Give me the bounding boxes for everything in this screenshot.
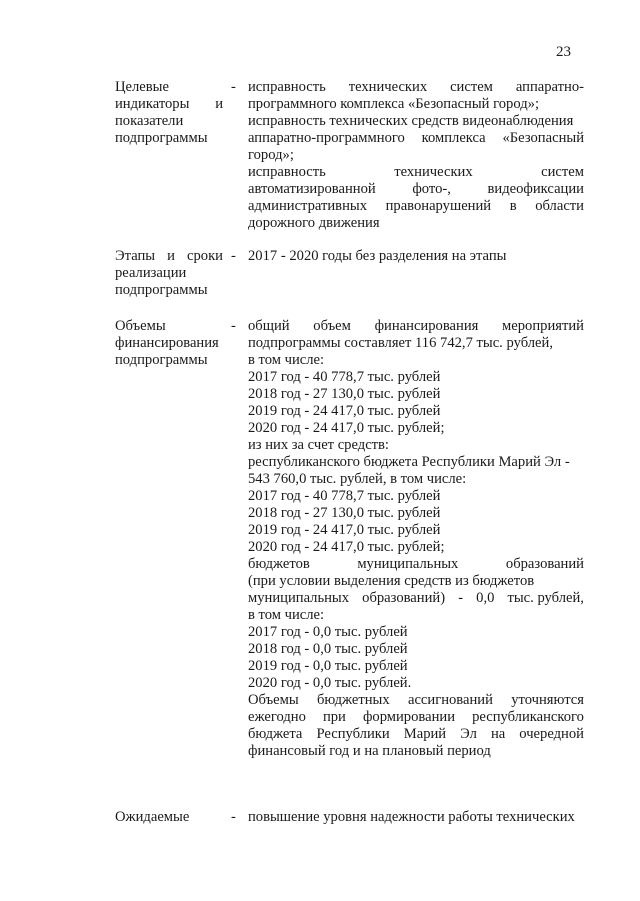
- label-line: Целевые: [115, 79, 169, 95]
- text-word: муниципальных: [357, 556, 459, 572]
- label-line: подпрограммы: [115, 282, 208, 298]
- label-line: показатели: [115, 113, 184, 129]
- text-line: 2019 год - 0,0 тыс. рублей: [248, 658, 408, 674]
- section-label: [115, 318, 225, 369]
- text-line: [248, 709, 584, 726]
- text-line: [248, 318, 584, 335]
- text-word: комплекса: [421, 130, 486, 146]
- text-word: образований): [362, 590, 446, 606]
- label-line: реализации: [115, 265, 187, 281]
- text-line: 2019 год - 24 417,0 тыс. рублей: [248, 522, 441, 538]
- text-line: в том числе:: [248, 352, 325, 368]
- text-word: очередной: [519, 726, 584, 742]
- text-word: автоматизированной: [248, 181, 376, 197]
- text-word: формировании: [362, 709, 456, 725]
- section-label: [115, 809, 225, 826]
- text-word: Республики: [316, 726, 390, 742]
- text-word: систем: [541, 164, 584, 180]
- text-word: республиканского: [472, 709, 584, 725]
- section-content: [248, 809, 584, 826]
- text-line: 2018 год - 27 130,0 тыс. рублей: [248, 386, 441, 402]
- text-word: 0,0: [476, 590, 495, 606]
- text-word: видеофиксации: [487, 181, 584, 197]
- text-word: ежегодно: [248, 709, 306, 725]
- text-line: 2018 год - 0,0 тыс. рублей: [248, 641, 408, 657]
- text-line: [248, 181, 584, 198]
- text-line: 2017 год - 40 778,7 тыс. рублей: [248, 488, 441, 504]
- section-content: [248, 318, 584, 760]
- text-line: программного комплекса «Безопасный город»;: [248, 96, 540, 112]
- text-word: объем: [313, 318, 351, 334]
- section-dash: -: [231, 318, 236, 334]
- text-word: систем: [450, 79, 493, 95]
- text-word: финансирования: [374, 318, 479, 334]
- label-line: подпрограммы: [115, 130, 208, 146]
- section-label: [115, 248, 225, 299]
- text-line: повышение уровня надежности работы технических: [248, 809, 575, 825]
- label-word: и: [167, 248, 175, 264]
- text-word: исправность: [248, 79, 326, 95]
- text-line: [248, 692, 584, 709]
- text-line: [248, 556, 584, 573]
- text-word: области: [535, 198, 584, 214]
- section-dash: -: [231, 248, 236, 264]
- text-word: Эл: [460, 726, 477, 742]
- text-line: из них за счет средств:: [248, 437, 389, 453]
- section-dash: -: [231, 809, 236, 825]
- label-word: сроки: [187, 248, 223, 264]
- text-line: 2017 год - 40 778,7 тыс. рублей: [248, 369, 441, 385]
- text-line: 2020 год - 24 417,0 тыс. рублей;: [248, 539, 445, 555]
- label-line: финансирования: [115, 335, 219, 351]
- text-word: исправность: [248, 164, 326, 180]
- text-line: 543 760,0 тыс. рублей, в том числе:: [248, 471, 467, 487]
- text-word: на: [490, 726, 506, 742]
- text-word: административных: [248, 198, 367, 214]
- section-dash: -: [231, 79, 236, 95]
- text-line: (при условии выделения средств из бюджетов: [248, 573, 535, 589]
- text-word: общий: [248, 318, 290, 334]
- text-word: ассигнований: [407, 692, 493, 708]
- text-line: город»;: [248, 147, 294, 163]
- text-line: [248, 726, 584, 743]
- text-line: 2017 год - 0,0 тыс. рублей: [248, 624, 408, 640]
- text-line: в том числе:: [248, 607, 325, 623]
- text-line: [248, 198, 584, 215]
- text-word: аппаратно-программного: [248, 130, 405, 146]
- text-line: подпрограммы составляет 116 742,7 тыс. рублей,: [248, 335, 553, 351]
- text-word: Объемы: [248, 692, 299, 708]
- text-word: муниципальных: [248, 590, 350, 606]
- text-line: республиканского бюджета Республики Марий Эл -: [248, 454, 570, 470]
- text-line: 2020 год - 24 417,0 тыс. рублей;: [248, 420, 445, 436]
- section-label: [115, 79, 225, 147]
- label-word: Этапы: [115, 248, 156, 264]
- text-line: [248, 130, 584, 147]
- text-line: 2017 - 2020 годы без разделения на этапы: [248, 248, 507, 264]
- text-word: тыс. рублей,: [507, 590, 584, 606]
- text-word: Марий: [403, 726, 447, 742]
- label-line: [115, 96, 223, 113]
- text-word: бюджетных: [316, 692, 390, 708]
- label-line: Ожидаемые: [115, 809, 190, 825]
- text-line: финансовый год и на плановый период: [248, 743, 491, 759]
- text-word: фото-,: [412, 181, 451, 197]
- text-word: правонарушений: [385, 198, 492, 214]
- section-content: [248, 79, 584, 232]
- text-word: при: [322, 709, 346, 725]
- text-word: бюджета: [248, 726, 303, 742]
- label-word: и: [215, 96, 223, 112]
- label-line: [115, 248, 223, 265]
- text-line: исправность технических средств видеонаблюдения: [248, 113, 574, 129]
- text-word: аппаратно-: [515, 79, 584, 95]
- text-word: «Безопасный: [502, 130, 584, 146]
- text-line: 2018 год - 27 130,0 тыс. рублей: [248, 505, 441, 521]
- text-word: бюджетов: [248, 556, 310, 572]
- text-line: дорожного движения: [248, 215, 380, 231]
- text-line: 2020 год - 0,0 тыс. рублей.: [248, 675, 412, 691]
- text-line: [248, 164, 584, 181]
- text-word: технических: [348, 79, 428, 95]
- text-word: технических: [394, 164, 473, 180]
- label-line: подпрограммы: [115, 352, 208, 368]
- label-word: индикаторы: [115, 96, 190, 112]
- text-word: в: [509, 198, 517, 214]
- text-word: -: [458, 590, 464, 606]
- label-line: Объемы: [115, 318, 166, 334]
- text-word: мероприятий: [502, 318, 584, 334]
- text-word: образований: [505, 556, 584, 572]
- text-word: уточняются: [511, 692, 584, 708]
- text-line: [248, 79, 584, 96]
- text-line: [248, 590, 584, 607]
- page-number: 23: [556, 44, 571, 60]
- text-line: 2019 год - 24 417,0 тыс. рублей: [248, 403, 441, 419]
- section-content: [248, 248, 584, 265]
